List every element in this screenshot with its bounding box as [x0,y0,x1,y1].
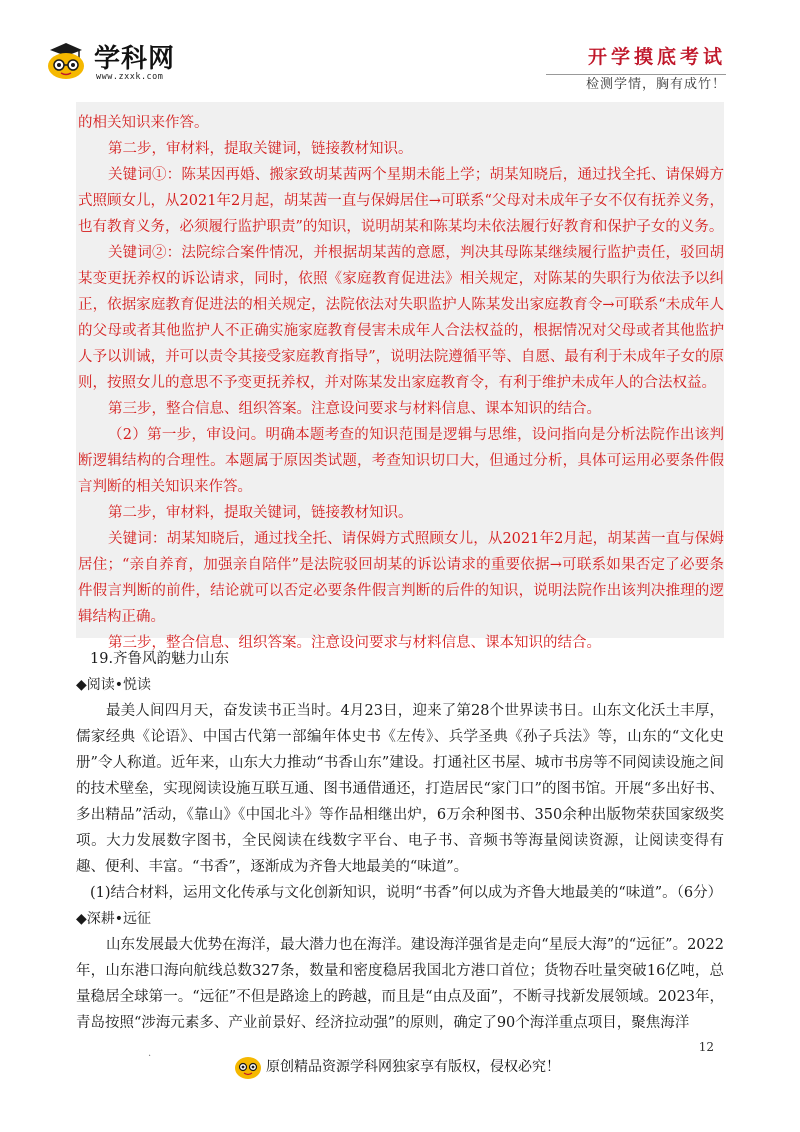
page-header [0,0,800,100]
section-title: ◆阅读•悦读 [76,677,152,693]
answer-paragraph: 关键词：胡某知晓后，通过找全托、请保姆方式照顾女儿，从2021年2月起，胡某茜一直与保姆居住；“亲自养育，加强亲自陪伴”是法院驳回胡某的诉讼请求的重要依据→可联系如果否定了必要条件假言判断的前件，结论就可以否定必要条件假言判断的后件的知识，说明法院作出该判决推理的逻辑结构正确。 [78,531,724,625]
question-content [76,646,724,1036]
question-title: 19.齐鲁风韵魅力山东 [90,651,230,667]
footer-dot: . [148,1048,152,1059]
header-right [586,42,726,92]
material-paragraph: 山东发展最大优势在海洋，最大潜力也在海洋。建设海洋强省是走向“星辰大海”的“远征”。2022年，山东港口海向航线总数327条，数量和密度稳居我国北方港口首位；货物吞吐量突破16亿吨，总量稳居全球第一。“远征”不但是路途上的跨越，而且是“由点及面”，不断寻找新发展领域。2023年，青岛按照“涉海元素多、产业前景好、经济拉动强”的原则，确定了90个海洋重点项目，聚焦海洋 [76,937,724,1031]
copyright-notice: 原创精品资源学科网独家享有版权，侵权必究！ [266,1059,560,1075]
mascot-logo-icon [44,42,88,80]
answer-paragraph: 第三步，整合信息、组织答案。注意设问要求与材料信息、课本知识的结合。 [108,401,601,417]
answer-analysis-box [76,102,724,651]
header-divider [546,74,726,75]
logo-url: www.zxxk.com [96,72,164,82]
answer-paragraph: 关键词①：陈某因再婚、搬家致胡某茜两个星期未能上学；胡某知晓后，通过找全托、请保姆方式照顾女儿，从2021年2月起，胡某茜一直与保姆居住→可联系“父母对未成年子女不仅有抚养义务，也有教育义务，必须履行监护职责”的知识，说明胡某和陈某均未依法履行好教育和保护子女的义务。 [78,167,724,235]
answer-paragraph: 第二步，审材料，提取关键词，链接教材知识。 [108,505,413,521]
answer-paragraph: 的相关知识来作答。 [78,115,209,131]
page-footer [0,1040,800,1100]
page-number: 12 [698,1040,714,1054]
answer-paragraph: 第二步，审材料，提取关键词，链接教材知识。 [108,141,413,157]
answer-paragraph: 关键词②：法院综合案件情况，并根据胡某茜的意愿，判决其母陈某继续履行监护责任，驳回胡某变更抚养权的诉讼请求，同时，依照《家庭教育促进法》相关规定，对陈某的失职行为依法予以纠正，依据家庭教育促进法的相关规定，法院依法对失职监护人陈某发出家庭教育令→可联系“未成年人的父母或者其他监护人不正确实施家庭教育侵害未成年人合法权益的，根据情况对父母或者其他监护人予以训诫，并可以责令其接受家庭教育指导”，说明法院遵循平等、自愿、最有利于未成年子女的原则，按照女儿的意思不予变更抚养权，并对陈某发出家庭教育令，有利于维护未成年人的合法权益。 [78,245,724,391]
logo-name: 学科网 [94,44,176,74]
section-title: ◆深耕•远征 [76,911,152,927]
header-title: 开学摸底考试 [587,46,726,68]
answer-paragraph: （2）第一步，审设问。明确本题考查的知识范围是逻辑与思维，设问指向是分析法院作出该判断逻辑结构的合理性。本题属于原因类试题，考查知识切口大，但通过分析，具体可运用必要条件假言判断的相关知识来作答。 [78,427,724,495]
answer-paragraph: 第三步，整合信息、组织答案。注意设问要求与材料信息、课本知识的结合。 [108,635,601,651]
sub-question: (1)结合材料，运用文化传承与文化创新知识，说明“书香”何以成为齐鲁大地最美的“味道”。（6分） [90,885,723,901]
header-subtitle: 检测学情，胸有成竹！ [585,77,726,92]
mascot-icon [234,1054,262,1080]
material-paragraph: 最美人间四月天，奋发读书正当时。4月23日，迎来了第28个世界读书日。山东文化沃土丰厚，儒家经典《论语》、中国古代第一部编年体史书《左传》、兵学圣典《孙子兵法》等，山东的“文化史册”令人称道。近年来，山东大力推动“书香山东”建设。打通社区书屋、城市书房等不同阅读设施之间的技术壁垒，实现阅读设施互联互通、图书通借通还，打造居民“家门口”的图书馆。开展“多出好书、多出精品”活动，《靠山》《中国北斗》等作品相继出炉，6万余种图书、350余种出版物荣获国家级奖项。大力发展数字图书，全民阅读在线数字平台、电子书、音频书等海量阅读资源，让阅读变得有趣、便利、丰富。“书香”，逐渐成为齐鲁大地最美的“味道”。 [76,703,724,875]
logo [44,38,244,88]
